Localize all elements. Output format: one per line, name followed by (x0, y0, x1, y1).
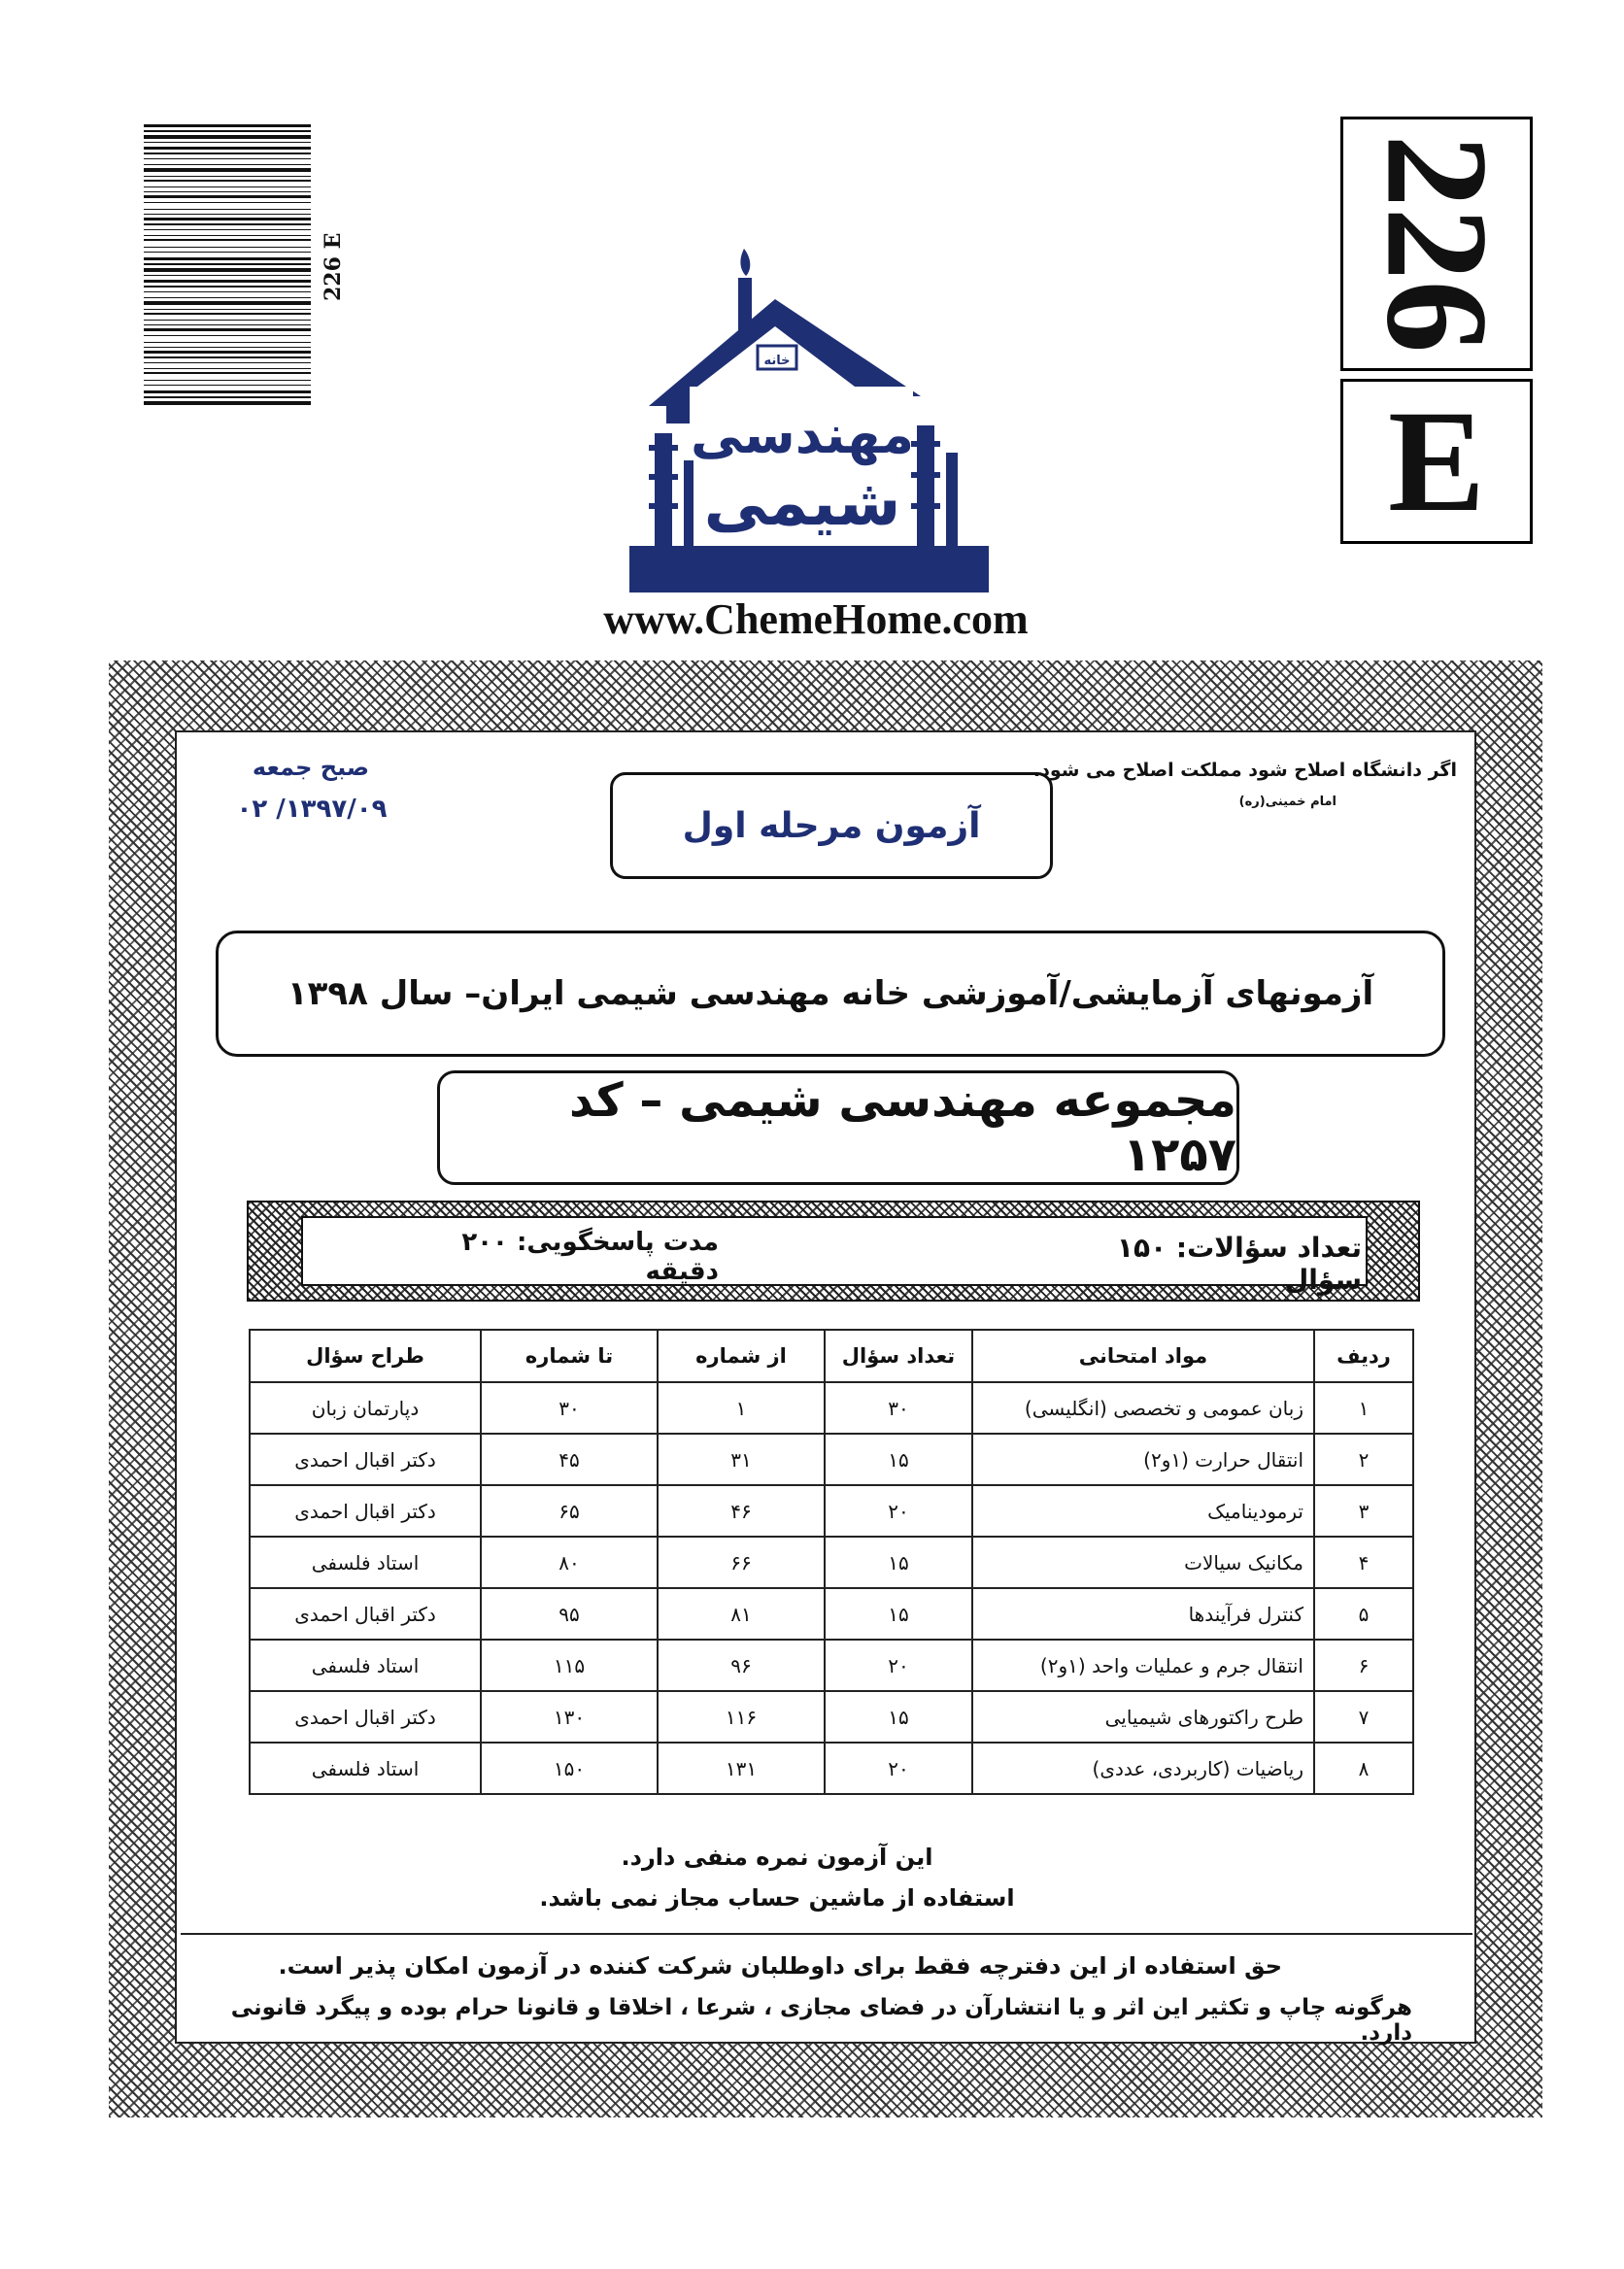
logo-flame-icon (740, 249, 750, 276)
footer-divider (181, 1933, 1472, 1935)
barcode-bar (144, 297, 311, 298)
logo-mark (758, 346, 796, 369)
table-row (250, 1485, 1413, 1537)
cell-subject: طرح راکتورهای شیمیایی (972, 1691, 1314, 1743)
barcode-bar (144, 335, 311, 336)
barcode-bar (144, 351, 311, 354)
cell-row-number: ۴ (1314, 1537, 1413, 1588)
barcode-bar (144, 385, 311, 386)
logo-text-line2: شیمی (703, 465, 901, 540)
cell-from-number: ۱۳۱ (658, 1743, 825, 1794)
barcode-bar (144, 313, 311, 315)
chemehome-logo (629, 241, 989, 593)
cell-designer: استاد فلسفی (250, 1743, 481, 1794)
cell-to-number: ۱۳۰ (481, 1691, 658, 1743)
barcode-bar (144, 202, 311, 203)
subject-group-title: مجموعه مهندسی شیمی – کد ۱۲۵۷ (437, 1070, 1239, 1185)
booklet-code-number (1340, 117, 1533, 371)
barcode-bar (144, 380, 311, 381)
cell-row-number: ۷ (1314, 1691, 1413, 1743)
cell-designer: دکتر اقبال احمدی (250, 1588, 481, 1640)
cell-row-number: ۱ (1314, 1382, 1413, 1434)
cell-to-number: ۳۰ (481, 1382, 658, 1434)
barcode-bar (144, 209, 311, 210)
cell-subject: زبان عمومی و تخصصی (انگلیسی) (972, 1382, 1314, 1434)
booklet-code-letter: E (1340, 379, 1533, 544)
barcode-bar (144, 214, 311, 215)
note-no-calculator: استفاده از ماشین حساب مجاز نمی باشد. (539, 1884, 1015, 1912)
quote-author: امام خمینی(ره) (1238, 795, 1336, 809)
barcode-bar (144, 268, 311, 272)
barcode-bar (144, 347, 311, 348)
cell-question-count: ۱۵ (825, 1434, 972, 1485)
header-question-count: تعداد سؤال (825, 1330, 972, 1382)
barcode-bar (144, 124, 311, 127)
cell-designer: دکتر اقبال احمدی (250, 1691, 481, 1743)
cell-to-number: ۴۵ (481, 1434, 658, 1485)
cell-designer: دکتر اقبال احمدی (250, 1434, 481, 1485)
barcode-bar (144, 291, 311, 292)
barcode-bar (144, 176, 311, 177)
exam-date: ۱۳۹۷/۰۹/ ۰۲ (236, 795, 388, 824)
barcode-bar (144, 342, 311, 343)
cell-question-count: ۲۰ (825, 1485, 972, 1537)
barcode-bar (144, 168, 311, 172)
cell-row-number: ۲ (1314, 1434, 1413, 1485)
barcode-bar (144, 257, 311, 260)
barcode-bar (144, 328, 311, 331)
website-url: www.ChemeHome.com (603, 595, 1029, 643)
cell-to-number: ۹۵ (481, 1588, 658, 1640)
exam-session: صبح جمعه (252, 754, 370, 781)
cell-to-number: ۶۵ (481, 1485, 658, 1537)
header-from-number: از شماره (658, 1330, 825, 1382)
cell-designer: دکتر اقبال احمدی (250, 1485, 481, 1537)
quote-text: اگر دانشگاه اصلاح شود مملکت اصلاح می شود. (1032, 760, 1457, 781)
barcode-bar (144, 218, 311, 220)
table-row (250, 1382, 1413, 1434)
cell-row-number: ۸ (1314, 1743, 1413, 1794)
barcode-bar (144, 186, 311, 187)
barcode-bar (144, 247, 311, 248)
cell-row-number: ۶ (1314, 1640, 1413, 1691)
cell-from-number: ۶۶ (658, 1537, 825, 1588)
barcode-bar (144, 152, 311, 154)
cell-designer: دپارتمان زبان (250, 1382, 481, 1434)
cell-designer: استاد فلسفی (250, 1537, 481, 1588)
answer-duration: مدت پاسخگویی: ۲۰۰ دقیقه (461, 1228, 719, 1286)
cell-to-number: ۸۰ (481, 1537, 658, 1588)
barcode-bar (144, 396, 311, 398)
cell-subject: مکانیک سیالات (972, 1537, 1314, 1588)
barcode-bar (144, 195, 311, 198)
cell-designer: استاد فلسفی (250, 1640, 481, 1691)
cell-row-number: ۳ (1314, 1485, 1413, 1537)
barcode-bar (144, 286, 311, 288)
barcode-bar (144, 158, 311, 159)
table-row (250, 1537, 1413, 1588)
barcode-bar (144, 180, 311, 182)
cell-to-number: ۱۱۵ (481, 1640, 658, 1691)
cell-from-number: ۱۱۶ (658, 1691, 825, 1743)
exam-stage: آزمون مرحله اول (610, 772, 1053, 879)
cell-question-count: ۱۵ (825, 1537, 972, 1588)
subjects-table (249, 1329, 1414, 1795)
cell-from-number: ۴۶ (658, 1485, 825, 1537)
barcode-bar (144, 252, 311, 253)
cell-from-number: ۸۱ (658, 1588, 825, 1640)
barcode-bar (144, 362, 311, 363)
booklet-code-number-text: 226 (1356, 134, 1517, 354)
barcode-bar (144, 301, 311, 305)
cell-subject: کنترل فرآیندها (972, 1588, 1314, 1640)
cell-to-number: ۱۵۰ (481, 1743, 658, 1794)
cell-question-count: ۲۰ (825, 1640, 972, 1691)
logo-mark-text: خانه (763, 354, 791, 368)
cell-from-number: ۱ (658, 1382, 825, 1434)
cell-question-count: ۱۵ (825, 1691, 972, 1743)
cell-subject: ریاضیات (کاربردی، عددی) (972, 1743, 1314, 1794)
cell-subject: انتقال جرم و عملیات واحد (۱و۲) (972, 1640, 1314, 1691)
cell-question-count: ۱۵ (825, 1588, 972, 1640)
table-row (250, 1434, 1413, 1485)
cell-question-count: ۲۰ (825, 1743, 972, 1794)
barcode-bar (144, 275, 311, 276)
barcode-bar (144, 320, 311, 321)
table-row (250, 1588, 1413, 1640)
barcode-bar (144, 229, 311, 230)
cell-from-number: ۳۱ (658, 1434, 825, 1485)
note-negative-marking: این آزمون نمره منفی دارد. (621, 1844, 933, 1871)
table-row (250, 1743, 1413, 1794)
cell-subject: انتقال حرارت (۱و۲) (972, 1434, 1314, 1485)
barcode (144, 124, 311, 408)
footer-copyright: هرگونه چاپ و تکثیر این اثر و یا انتشارآن در فضای مجازی ، شرعا ، اخلاقا و قانونا حرام بوده و پیگرد قانونی دارد. (230, 1995, 1412, 2046)
header-to-number: تا شماره (481, 1330, 658, 1382)
barcode-bar (144, 280, 311, 283)
barcode-bar (144, 235, 311, 236)
barcode-bar (144, 142, 311, 143)
barcode-bar (144, 263, 311, 265)
barcode-bar (144, 390, 311, 393)
barcode-bar (144, 401, 311, 405)
barcode-bar (144, 368, 311, 369)
barcode-bar (144, 135, 311, 139)
barcode-bar (144, 191, 311, 192)
barcode-bar (144, 239, 311, 241)
header-subject: مواد امتحانی (972, 1330, 1314, 1382)
barcode-bar (144, 147, 311, 150)
cell-subject: ترمودینامیک (972, 1485, 1314, 1537)
logo-text-line1: مهندسی (690, 404, 915, 465)
cell-row-number: ۵ (1314, 1588, 1413, 1640)
cell-from-number: ۹۶ (658, 1640, 825, 1691)
table-row (250, 1640, 1413, 1691)
barcode-bar (144, 130, 311, 132)
header-row-number: ردیف (1314, 1330, 1413, 1382)
barcode-bar (144, 324, 311, 325)
footer-usage-rights: حق استفاده از این دفترچه فقط برای داوطلبان شرکت کننده در آزمون امکان پذیر است. (278, 1952, 1282, 1980)
barcode-label: 226 E (321, 232, 346, 302)
table-header-row (250, 1330, 1413, 1382)
barcode-bar (144, 164, 311, 165)
question-count: تعداد سؤالات: ۱۵۰ سؤال (1116, 1232, 1362, 1296)
cell-question-count: ۳۰ (825, 1382, 972, 1434)
header-designer: طراح سؤال (250, 1330, 481, 1382)
barcode-bar (144, 309, 311, 310)
barcode-bar (144, 356, 311, 358)
table-row (250, 1691, 1413, 1743)
exam-title: آزمونهای آزمایشی/آموزشی خانه مهندسی شیمی ایران– سال ۱۳۹۸ (216, 931, 1445, 1057)
barcode-bar (144, 223, 311, 225)
barcode-bar (144, 372, 311, 374)
